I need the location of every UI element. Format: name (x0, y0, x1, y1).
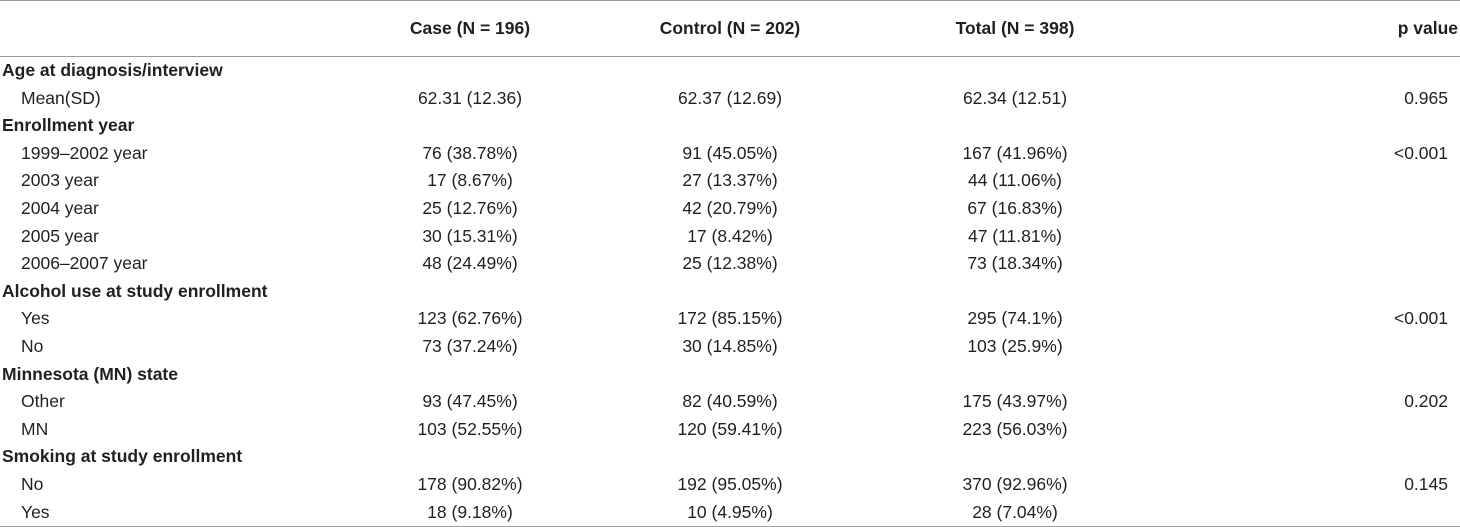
case-value: 62.31 (12.36) (417, 87, 523, 108)
row-label: No (21, 473, 44, 494)
table-row (0, 223, 1460, 251)
table-row (0, 416, 1460, 444)
total-value: 47 (11.81%) (967, 225, 1063, 246)
row-label: Yes (0, 499, 335, 527)
header-control: Control (N = 202) (605, 1, 855, 57)
total-value: 167 (41.96%) (962, 142, 1068, 163)
control-value: 82 (40.59%) (682, 391, 778, 412)
case-value: 17 (8.67%) (427, 170, 513, 191)
case-value: 103 (52.55%) (417, 418, 523, 439)
row-label: 2006–2007 year (21, 253, 148, 274)
section-row-minnesota (0, 361, 1460, 389)
section-row-smoking (0, 443, 1460, 471)
section-title: Alcohol use at study enrollment (2, 280, 268, 301)
row-label: No (21, 335, 44, 356)
control-value: 30 (14.85%) (682, 335, 778, 356)
total-value: 62.34 (12.51) (962, 87, 1068, 108)
section-title: Enrollment year (2, 115, 135, 136)
p-value (1175, 499, 1460, 527)
row-label: Other (21, 391, 65, 412)
p-value (1175, 167, 1460, 195)
p-value: 0.965 (1404, 87, 1448, 108)
control-value: 10 (4.95%) (605, 499, 855, 527)
control-value: 27 (13.37%) (682, 170, 778, 191)
header-row (0, 1, 1460, 57)
case-value: 18 (9.18%) (335, 499, 605, 527)
header-variable (0, 1, 335, 57)
table-row (0, 85, 1460, 113)
control-value: 120 (59.41%) (677, 418, 783, 439)
table-row (0, 499, 1460, 527)
table-header (0, 1, 1460, 57)
control-value: 25 (12.38%) (682, 253, 778, 274)
table-row (0, 250, 1460, 278)
control-value: 172 (85.15%) (677, 308, 783, 329)
case-value: 123 (62.76%) (417, 308, 523, 329)
case-value: 48 (24.49%) (422, 253, 518, 274)
table-row (0, 140, 1460, 168)
row-label: 2004 year (21, 197, 99, 218)
p-value: <0.001 (1393, 142, 1448, 163)
control-value: 192 (95.05%) (677, 473, 783, 494)
row-label: MN (21, 418, 49, 439)
total-value: 223 (56.03%) (962, 418, 1068, 439)
header-p-value: p value (1175, 1, 1460, 57)
total-value: 103 (25.9%) (967, 335, 1063, 356)
row-label: 1999–2002 year (21, 142, 148, 163)
p-value: <0.001 (1393, 308, 1448, 329)
table-row (0, 167, 1460, 195)
p-value (1175, 333, 1460, 361)
total-value: 175 (43.97%) (962, 391, 1068, 412)
section-title: Smoking at study enrollment (2, 446, 243, 467)
total-value: 295 (74.1%) (967, 308, 1063, 329)
row-label: 2003 year (21, 170, 99, 191)
total-value: 370 (92.96%) (962, 473, 1068, 494)
section-row-age (0, 57, 1460, 85)
control-value: 42 (20.79%) (682, 197, 778, 218)
table-row (0, 305, 1460, 333)
p-value (1175, 223, 1460, 251)
row-label: 2005 year (21, 225, 99, 246)
control-value: 91 (45.05%) (682, 142, 778, 163)
case-value: 93 (47.45%) (422, 391, 518, 412)
control-value: 17 (8.42%) (687, 225, 773, 246)
total-value: 73 (18.34%) (967, 253, 1063, 274)
table-row (0, 195, 1460, 223)
section-row-alcohol (0, 278, 1460, 306)
p-value (1175, 195, 1460, 223)
case-value: 30 (15.31%) (422, 225, 518, 246)
case-value: 178 (90.82%) (417, 473, 523, 494)
table-row (0, 471, 1460, 499)
total-value: 67 (16.83%) (967, 197, 1063, 218)
total-value: 44 (11.06%) (967, 170, 1063, 191)
table-row (0, 388, 1460, 416)
case-value: 25 (12.76%) (422, 197, 518, 218)
table-row (0, 333, 1460, 361)
section-row-enrollment (0, 112, 1460, 140)
row-label: Yes (21, 308, 50, 329)
control-value: 62.37 (12.69) (677, 87, 783, 108)
header-case: Case (N = 196) (335, 1, 605, 57)
total-value: 28 (7.04%) (855, 499, 1175, 527)
section-title: Age at diagnosis/interview (2, 60, 223, 80)
header-total: Total (N = 398) (855, 1, 1175, 57)
case-value: 73 (37.24%) (422, 335, 518, 356)
section-title: Minnesota (MN) state (2, 363, 178, 384)
p-value (1175, 416, 1460, 444)
row-label: Mean(SD) (21, 87, 101, 108)
p-value (1175, 250, 1460, 278)
p-value: 0.145 (1404, 473, 1448, 494)
p-value: 0.202 (1404, 391, 1448, 412)
table-body (0, 57, 1460, 527)
case-value: 76 (38.78%) (422, 142, 518, 163)
